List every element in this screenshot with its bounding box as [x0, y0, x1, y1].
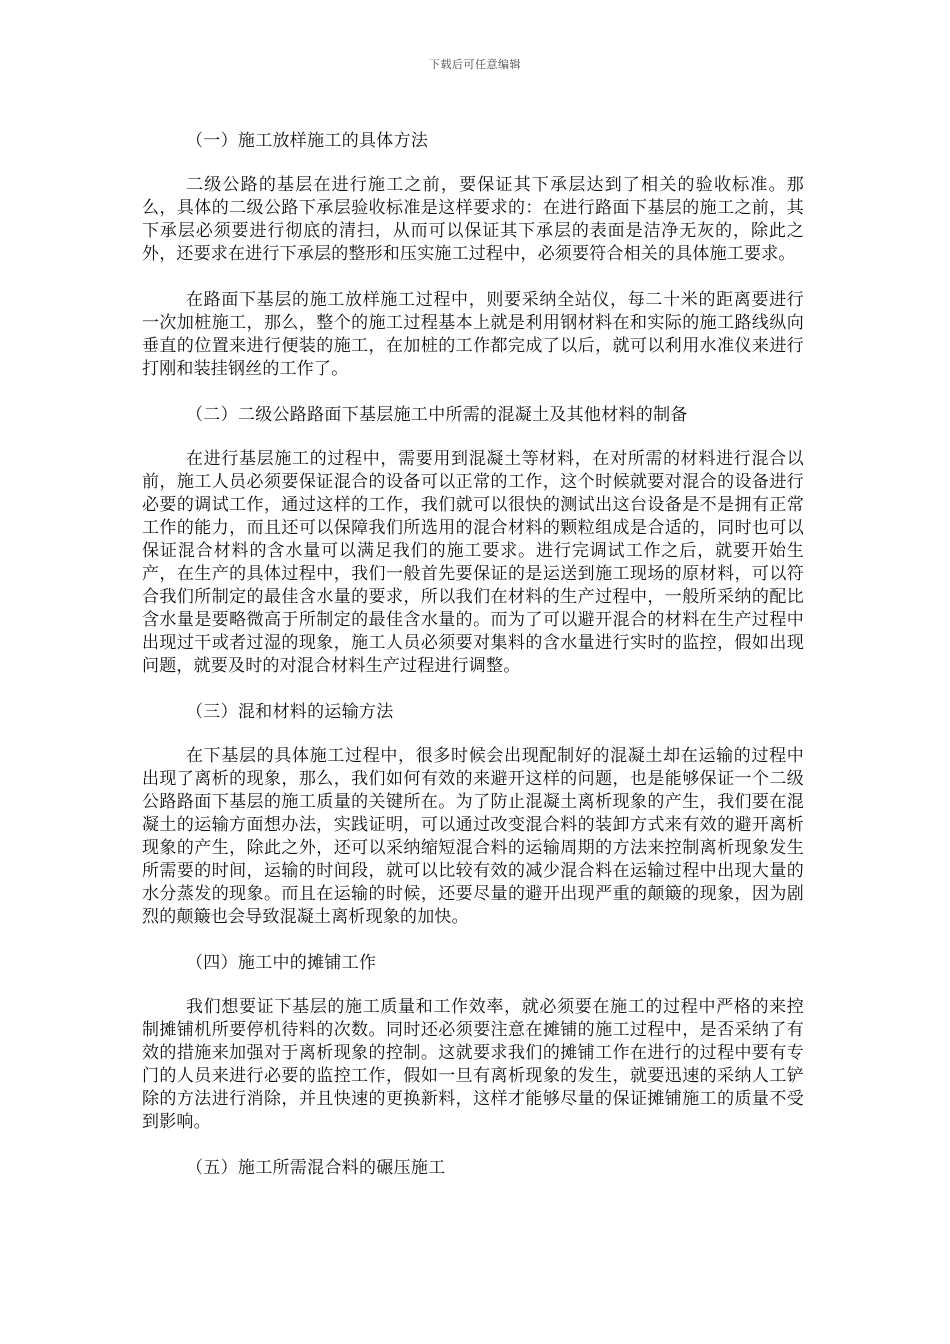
section-1-paragraph-2: 在路面下基层的施工放样施工过程中，则要采纳全站仪，每二十米的距离要进行一次加桩施工，那么，整个的施工过程基本上就是利用钢材料在和实际的施工路线纵向垂直的位置来进行便装的施工，在加桩的工作都完成了以后，就可以利用水准仪来进行打刚和装挂钢丝的工作了。 [142, 290, 804, 379]
section-heading-1: （一）施工放样施工的具体方法 [186, 131, 429, 151]
document-body [142, 130, 804, 1201]
section-2-paragraph-1: 在进行基层施工的过程中，需要用到混凝土等材料，在对所需的材料进行混合以前，施工人员必须要保证混合的设备可以正常的工作，这个时候就要对混合的设备进行必要的调试工作，通过这样的工作，我们就可以很快的测试出这台设备是不是拥有正常工作的能力，而且还可以保障我们所选用的混合材料的颗粒组成是合适的，同时也可以保证混合材料的含水量可以满足我们的施工要求。进行完调试工作之后，就要开始生产，在生产的具体过程中，我们一般首先要保证的是运送到施工现场的原材料，可以符合我们所制定的最佳含水量的要求，所以我们在材料的生产过程中，一般所采纳的配比含水量是要略微高于所制定的最佳含水量的。而为了可以避开混合的材料在生产过程中出现过干或者过湿的现象，施工人员必须要对集料的含水量进行实时的监控，假如出现问题，就要及时的对混合材料生产过程进行调整。 [142, 449, 804, 676]
section-heading-2: （二）二级公路路面下基层施工中所需的混凝土及其他材料的制备 [186, 405, 688, 425]
section-4-paragraph-1: 我们想要证下基层的施工质量和工作效率，就必须要在施工的过程中严格的来控制摊铺机所要停机待料的次数。同时还必须要注意在摊铺的施工过程中，是否采纳了有效的措施来加强对于离析现象的控制。这就要求我们的摊铺工作在进行的过程中要有专门的人员来进行必要的监控工作，假如一旦有离析现象的发生，就要迅速的采纳人工铲除的方法进行消除，并且快速的更换新料，这样才能够尽量的保证摊铺施工的质量不受到影响。 [142, 997, 804, 1132]
section-heading-5: （五）施工所需混合料的碾压施工 [186, 1158, 446, 1178]
section-heading-4: （四）施工中的摊铺工作 [186, 953, 377, 973]
section-heading-3: （三）混和材料的运输方法 [186, 702, 394, 722]
page-header: 下载后可任意编辑 [429, 58, 521, 71]
section-1-paragraph-1: 二级公路的基层在进行施工之前，要保证其下承层达到了相关的验收标准。那么，具体的二级公路下承层验收标准是这样要求的：在进行路面下基层的施工之前，其下承层必须要进行彻底的清扫，从而可以保证其下承层的表面是洁净无灰的，除此之外，还要求在进行下承层的整形和压实施工过程中，必须要符合相关的具体施工要求。 [142, 175, 804, 264]
section-3-paragraph-1: 在下基层的具体施工过程中，很多时候会出现配制好的混凝土却在运输的过程中出现了离析的现象，那么，我们如何有效的来避开这样的问题，也是能够保证一个二级公路路面下基层的施工质量的关键所在。为了防止混凝土离析现象的产生，我们要在混凝土的运输方面想办法，实践证明，可以通过改变混合料的装卸方式来有效的避开离析现象的产生，除此之外，还可以采纳缩短混合料的运输周期的方法来控制离析现象发生所需要的时间，运输的时间段，就可以比较有效的减少混合料在运输过程中出现大量的水分蒸发的现象。而且在运输的时候，还要尽量的避开出现严重的颠簸的现象，因为剧烈的颠簸也会导致混凝土离析现象的加快。 [142, 746, 804, 927]
